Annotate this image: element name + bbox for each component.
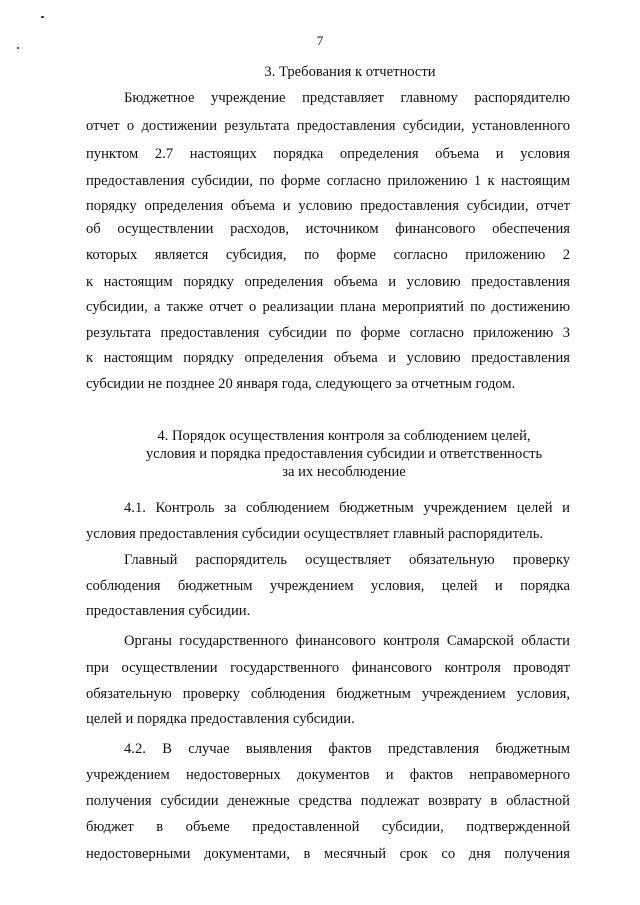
section-4-2-line: получения субсидии денежные средства подлежат возврату в областной [86,793,570,809]
section-3-line: Бюджетное учреждение представляет главному распорядителю [124,90,570,106]
section-3-line: пунктом 2.7 настоящих порядка определения объема и условия [86,146,570,162]
section-4-2-line: недостоверными документами, в месячный срок со дня получения [86,846,570,862]
section-3-title: 3. Требования к отчетности [264,64,436,80]
section-4-paragraph-line: при осуществлении государственного финансового контроля проводят [86,660,570,676]
scan-speck [41,16,44,18]
section-3-line: отчет о достижении результата предоставления субсидии, установленного [86,118,570,134]
section-4-2-line: бюджет в объеме предоставленной субсидии, подтвержденной [86,819,570,835]
section-4-paragraph-line: целей и порядка предоставления субсидии. [86,711,355,727]
section-3-line: субсидии не позднее 20 января года, следующего за отчетным годом. [86,376,516,392]
section-4-2-line: учреждением недостоверных документов и фактов неправомерного [86,767,570,783]
section-3-line: субсидии, а также отчет о реализации плана мероприятий по достижению [86,299,570,315]
section-3-line: об осуществлении расходов, источником финансового обеспечения [86,221,570,237]
section-3-line: результата предоставления субсидии по форме согласно приложению 3 [86,325,570,341]
section-4-title-line: условия и порядка предоставления субсидии и ответственность [145,446,543,462]
section-3-line: к настоящим порядку определения объема и условию предоставления [86,274,570,290]
section-3-line: порядку определения объема и условию предоставления субсидии, отчет [86,198,570,214]
page-number: 7 [316,33,324,48]
section-4-paragraph-line: соблюдения бюджетным учреждением условия, целей и порядка [86,578,570,594]
section-4-paragraph-line: обязательную проверку соблюдения бюджетным учреждением условия, [86,686,570,702]
section-3-line: к настоящим порядку определения объема и условию предоставления [86,350,570,366]
section-4-title-line: 4. Порядок осуществления контроля за соблюдением целей, [157,428,531,444]
section-4-title-line: за их несоблюдение [282,464,406,480]
section-4-1-line: условия предоставления субсидии осуществляет главный распорядитель. [86,526,544,542]
section-3-line: предоставления субсидии, по форме согласно приложению 1 к настоящим [86,173,570,189]
section-4-2-line: 4.2. В случае выявления фактов представления бюджетным [124,741,570,757]
section-4-paragraph-line: Органы государственного финансового контроля Самарской области [124,633,570,649]
section-3-line: которых является субсидия, по форме согласно приложению 2 [86,247,570,263]
section-4-paragraph-line: предоставления субсидии. [86,603,251,619]
section-4-paragraph-line: Главный распорядитель осуществляет обязательную проверку [124,552,570,568]
section-4-1-line: 4.1. Контроль за соблюдением бюджетным учреждением целей и [124,500,570,516]
